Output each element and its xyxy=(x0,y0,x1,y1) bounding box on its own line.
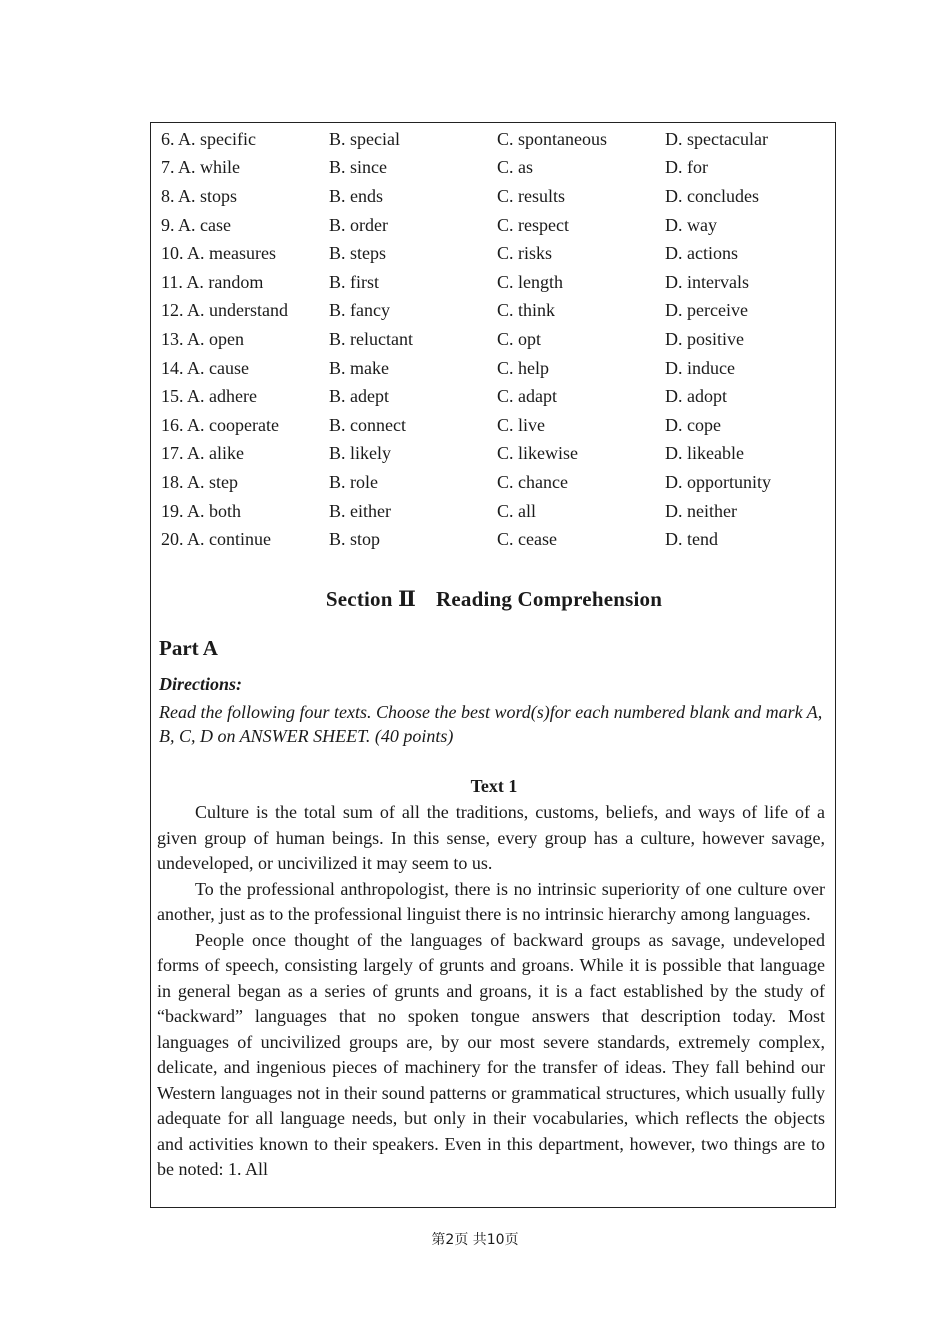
option-choice: B. special xyxy=(329,128,400,149)
option-choice: D. tend xyxy=(665,529,718,550)
option-choice: C. opt xyxy=(497,328,542,349)
option-row xyxy=(161,382,831,411)
option-choice: D. way xyxy=(665,214,717,235)
option-choice: C. cease xyxy=(497,529,557,550)
option-row xyxy=(161,354,831,383)
option-choice: C. risks xyxy=(497,243,553,264)
page-footer: 第2页 共10页 xyxy=(431,1232,519,1248)
option-row xyxy=(161,297,831,326)
option-choice: C. likewise xyxy=(497,443,578,464)
option-choice: C. all xyxy=(497,500,536,521)
option-choice: D. intervals xyxy=(665,271,749,292)
option-choice: 9. A. case xyxy=(161,214,231,235)
option-choice: D. perceive xyxy=(665,300,748,321)
option-choice: C. adapt xyxy=(497,386,557,407)
option-choice: D. opportunity xyxy=(665,471,771,492)
option-choice: C. as xyxy=(497,157,533,178)
option-choice: D. induce xyxy=(665,357,735,378)
option-choice: 8. A. stops xyxy=(161,185,238,206)
option-choice: B. likely xyxy=(329,443,391,464)
option-choice: B. stop xyxy=(329,529,381,550)
option-choice: 20. A. continue xyxy=(161,529,271,550)
option-choice: D. positive xyxy=(665,328,744,349)
option-choice: D. for xyxy=(665,157,708,178)
option-choice: D. neither xyxy=(665,500,737,521)
option-choice: B. role xyxy=(329,471,378,492)
page-frame xyxy=(150,122,836,1208)
option-choice: 19. A. both xyxy=(161,500,242,521)
option-choice: B. steps xyxy=(329,243,387,264)
option-choice: D. cope xyxy=(665,414,721,435)
option-row xyxy=(161,239,831,268)
option-choice: 16. A. cooperate xyxy=(161,414,279,435)
option-choice: 18. A. step xyxy=(161,471,239,492)
option-row xyxy=(161,497,831,526)
option-choice: B. order xyxy=(329,214,388,235)
option-choice: 17. A. alike xyxy=(161,443,244,464)
options-table xyxy=(161,125,831,554)
option-choice: D. actions xyxy=(665,243,738,264)
option-choice: C. chance xyxy=(497,471,568,492)
option-choice: 13. A. open xyxy=(161,328,244,349)
option-row xyxy=(161,468,831,497)
option-choice: B. since xyxy=(329,157,387,178)
option-choice: C. spontaneous xyxy=(497,128,607,149)
option-choice: C. respect xyxy=(497,214,569,235)
section-label: Section Ⅱ xyxy=(325,587,416,611)
option-row xyxy=(161,325,831,354)
option-choice: C. results xyxy=(497,185,566,206)
paragraph: To the professional anthropologist, there is no intrinsic superiority of one culture over another, just as to the professional linguist there is no intrinsic hierarchy among languages. xyxy=(157,878,825,924)
option-row xyxy=(161,182,831,211)
option-choice: B. first xyxy=(329,271,380,292)
directions-text: Read the following four texts. Choose the best word(s)for each numbered blank and mark A, B, C, D on ANSWER SHEET. (40 points) xyxy=(159,702,823,746)
option-row xyxy=(161,154,831,183)
directions-label: Directions: xyxy=(159,674,242,694)
option-choice: D. adopt xyxy=(665,386,727,407)
text-title: Text 1 xyxy=(470,776,518,796)
option-row xyxy=(161,525,831,554)
option-choice: C. think xyxy=(497,300,556,321)
option-row xyxy=(161,211,831,240)
option-choice: C. length xyxy=(497,271,563,292)
option-row xyxy=(161,411,831,440)
option-choice: B. make xyxy=(329,357,389,378)
option-choice: 7. A. while xyxy=(161,157,240,178)
option-choice: 10. A. measures xyxy=(161,243,276,264)
option-choice: D. likeable xyxy=(665,443,744,464)
passage xyxy=(157,800,825,1183)
option-choice: B. either xyxy=(329,500,391,521)
option-row xyxy=(161,440,831,469)
option-choice: B. connect xyxy=(329,414,406,435)
part-title: Part A xyxy=(159,636,218,660)
option-choice: 6. A. specific xyxy=(161,128,256,149)
option-choice: B. adept xyxy=(329,386,389,407)
option-choice: B. reluctant xyxy=(329,328,413,349)
option-choice: 15. A. adhere xyxy=(161,386,257,407)
option-choice: D. concludes xyxy=(665,185,759,206)
option-choice: C. help xyxy=(497,357,549,378)
option-choice: C. live xyxy=(497,414,545,435)
option-row xyxy=(161,125,831,154)
option-choice: 12. A. understand xyxy=(161,300,288,321)
paragraph: People once thought of the languages of backward groups as savage, undeveloped forms of speech, consisting largely of grunts and groans. While it is possible that language in general began as a series of grunts and groans, it is a fact established by the study of “backward” languages that no spoken tongue answers that description today. Most languages of uncivilized groups are, by our most severe standards, extremely complex, delicate, and ingenious pieces of machinery for the transfer of ideas. They fall behind our Western languages not in their sound patterns or grammatical structures, which usually fully adequate for all language needs, but only in their vocabularies, which reflects the objects and activities known to their speakers. Even in this department, however, two things are to be noted: 1. All xyxy=(157,929,825,1179)
section-title xyxy=(151,586,837,612)
option-row xyxy=(161,268,831,297)
option-choice: D. spectacular xyxy=(665,128,768,149)
option-choice: 14. A. cause xyxy=(161,357,249,378)
paragraph: Culture is the total sum of all the traditions, customs, beliefs, and ways of life of a given group of human beings. In this sense, every group has a culture, however savage, undeveloped, or uncivilized it may seem to us. xyxy=(157,802,825,873)
section-name: Reading Comprehension xyxy=(435,587,663,611)
option-choice: B. fancy xyxy=(329,300,390,321)
option-choice: B. ends xyxy=(329,185,383,206)
option-choice: 11. A. random xyxy=(161,271,264,292)
